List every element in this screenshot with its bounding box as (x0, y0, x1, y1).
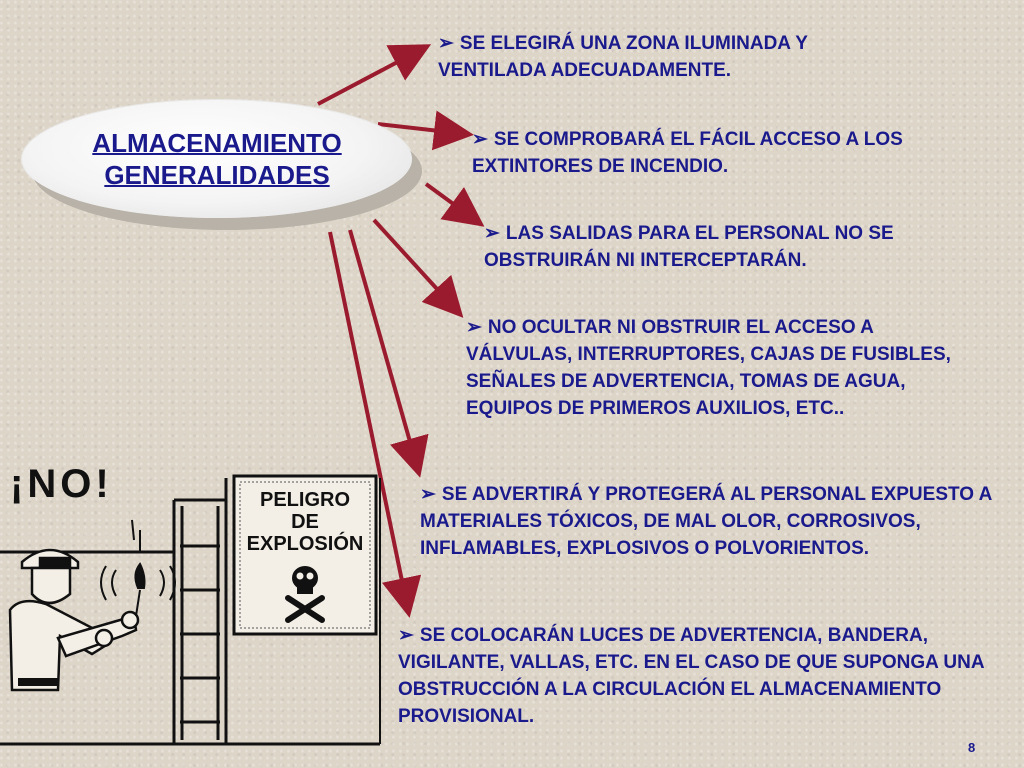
bullet-text: SE COMPROBARÁ EL FÁCIL ACCESO A LOS EXTINTORES DE INCENDIO. (472, 129, 903, 177)
bullet-5 (420, 481, 1020, 562)
bullet-text: NO OCULTAR NI OBSTRUIR EL ACCESO A VÁLVULAS, INTERRUPTORES, CAJAS DE FUSIBLES, SEÑALES DE ADVERTENCIA, TOMAS DE AGUA, EQUIPOS DE PRIMEROS AUXILIOS, ETC.. (466, 317, 951, 419)
bullet-2 (472, 126, 952, 180)
arrow-5 (350, 230, 418, 470)
arrow-3 (426, 184, 478, 222)
warning-illustration (0, 470, 390, 760)
bullet-text: LAS SALIDAS PARA EL PERSONAL NO SE OBSTRUIRÁN NI INTERCEPTARÁN. (484, 223, 894, 271)
sign-line-2: DE (291, 511, 319, 533)
bullet-arrow-icon: ➢ (466, 317, 482, 338)
match-flame-icon (101, 520, 175, 616)
bullet-1 (438, 30, 918, 84)
bullet-arrow-icon: ➢ (484, 223, 500, 244)
bullet-arrow-icon: ➢ (472, 129, 488, 150)
bullet-6 (398, 622, 1010, 730)
title-oval (22, 100, 412, 218)
arrow-1 (318, 48, 424, 104)
bullet-text: SE ADVERTIRÁ Y PROTEGERÁ AL PERSONAL EXPUESTO A MATERIALES TÓXICOS, DE MAL OLOR, CORROSIVOS, INFLAMABLES, EXPLOSIVOS O POLVORIENTOS. (420, 484, 992, 559)
sign-line-3: EXPLOSIÓN (246, 533, 364, 555)
no-exclamation: ¡NO! (10, 462, 113, 506)
bullet-arrow-icon: ➢ (438, 33, 454, 54)
bullet-4 (466, 314, 976, 422)
bullet-3 (484, 220, 994, 274)
arrow-4 (374, 220, 458, 312)
worker-figure (10, 550, 138, 690)
bullet-arrow-icon: ➢ (420, 484, 436, 505)
bullet-text: SE COLOCARÁN LUCES DE ADVERTENCIA, BANDERA, VIGILANTE, VALLAS, ETC. EN EL CASO DE QUE SUPONGA UNA OBSTRUCCIÓN A LA CIRCULACIÓN EL ALMACENAMIENTO PROVISIONAL. (398, 625, 984, 727)
sign-line-1: PELIGRO (259, 489, 351, 511)
page-number: 8 (968, 740, 976, 755)
title-line-2: GENERALIDADES (104, 160, 330, 190)
bullet-text: SE ELEGIRÁ UNA ZONA ILUMINADA Y VENTILADA ADECUADAMENTE. (438, 33, 808, 81)
bullet-arrow-icon: ➢ (398, 625, 414, 646)
title-line-1: ALMACENAMIENTO (92, 128, 342, 158)
